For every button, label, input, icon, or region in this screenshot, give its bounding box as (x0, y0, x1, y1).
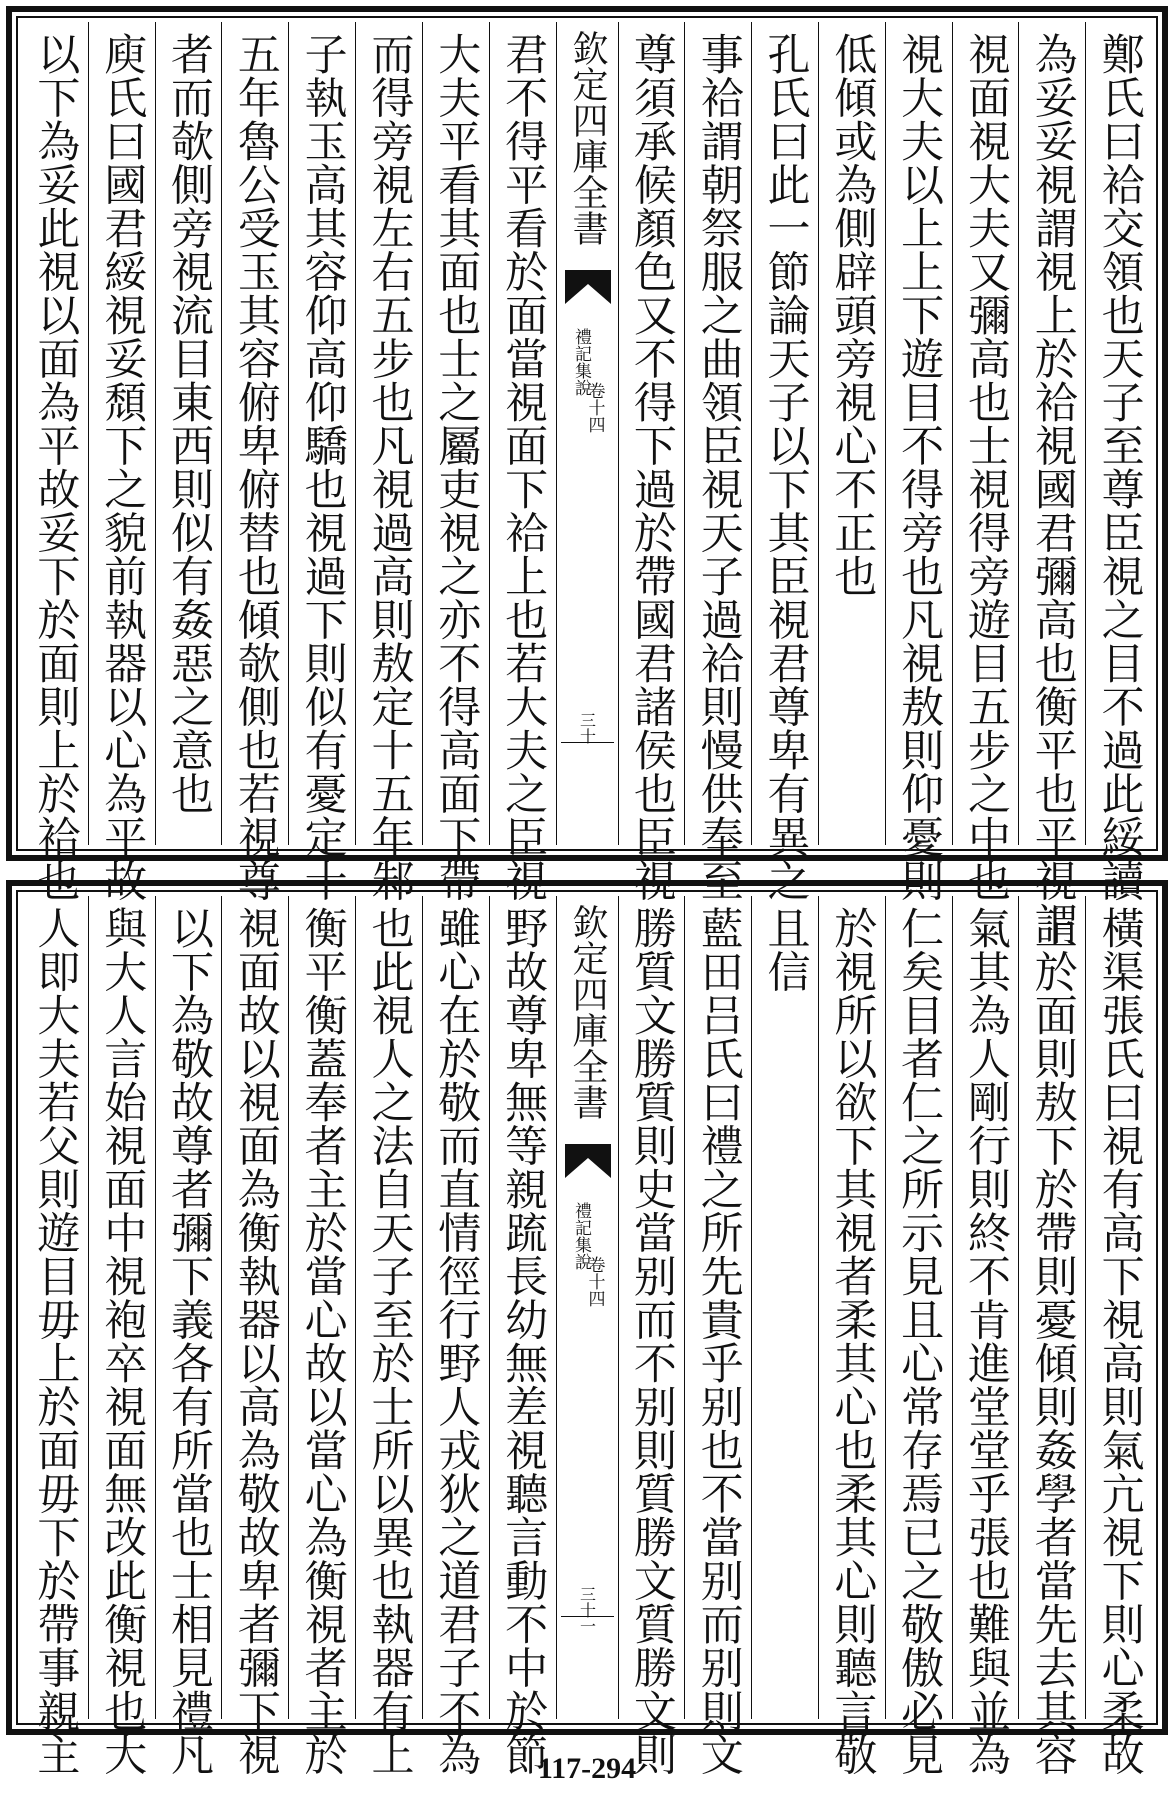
text-column: 野故尊卑無等親䟽長幼無差視聽言動不中於節 (489, 896, 556, 1719)
text-column: 勝質文勝質則史當别而不别則質勝文質勝文則 (618, 896, 685, 1719)
text-column: 五年魯公受玉其容俯卑俯替也傾欹側也若視尊 (221, 22, 288, 845)
divider (561, 742, 614, 743)
fishtail-mark-icon (565, 1144, 611, 1178)
text-column: 以下為妥此視以面為平故妥下於面則上於袷也 (30, 32, 81, 902)
collection-title: 欽定四庫全書 (567, 30, 608, 246)
text-column: 以下為敬故尊者彌下義各有所當也士相見禮凡 (155, 896, 222, 1719)
text-column: 且信 (751, 896, 818, 1719)
text-column: 視大夫以上上下遊目不得旁也凡視敖則仰憂則 (885, 22, 952, 845)
text-column: 視面故以視面為衡執器以高為敬故卑者彌下視 (221, 896, 288, 1719)
book-title: 禮記集說 (571, 328, 592, 396)
text-column: 衡平衡蓋奉者主於當心故以當心為衡視者主於 (288, 896, 355, 1719)
book-title: 禮記集說 (571, 1202, 592, 1270)
text-column: 與大人言始視面中視袍卒視面無改此衡視也大 (88, 896, 155, 1719)
text-column: 孔氏曰此一節論天子以下其臣視君尊卑有異之 (751, 22, 818, 845)
text-column: 橫渠張氏曰視有高下視高則氣亢視下則心柔故 (1085, 896, 1152, 1719)
text-column: 君不得平看於面當視面下袷上也若大夫之臣視 (489, 22, 556, 845)
text-column: 鄭氏曰袷交領也天子至尊臣視之目不過此綏讀 (1085, 22, 1152, 845)
fold-center-strip (556, 896, 618, 1719)
text-column: 庾氏曰國君綏視妥頹下之貌前執器以心為平故 (88, 22, 155, 845)
text-column: 仁矣目者仁之所示見且心常存焉已之敬傲必見 (885, 896, 952, 1719)
text-column: 事袷謂朝祭服之曲領臣視天子過袷則慢供奉至 (684, 22, 751, 845)
text-column: 也此視人之法自天子至於士所以異也執器有上 (355, 896, 422, 1719)
page-top (6, 6, 1168, 946)
text-column: 氣其為人剛行則終不肯進堂堂乎張也難與並為 (952, 896, 1019, 1719)
text-column: 大夫平看其面也士之屬吏視之亦不得高面下帶 (422, 22, 489, 845)
text-column: 於視所以欲下其視者柔其心也柔其心則聽言敬 (818, 896, 885, 1719)
collection-title: 欽定四庫全書 (567, 904, 608, 1120)
text-column: 雖心在於敬而直情徑行野人戎狄之道君子不為 (422, 896, 489, 1719)
text-column: 藍田吕氏曰禮之所先貴乎别也不當别而别則文 (684, 896, 751, 1719)
volume-label: 卷十四 (584, 382, 605, 433)
text-column: 人即大夫若父則遊目毋上於面毋下於帶事親主 (30, 906, 81, 1776)
divider (561, 1616, 614, 1617)
folio-number: 三十一 (577, 1586, 597, 1634)
text-column: 而得旁視左右五步也凡視過高則敖定十五年邾 (355, 22, 422, 845)
text-column: 視面視大夫又彌高也士視得旁遊目五步之中也 (952, 22, 1019, 845)
text-column: 低傾或為側辟頭旁視心不正也 (818, 22, 885, 845)
text-column: 者而欹側旁視流目東西則似有姦惡之意也 (155, 22, 222, 845)
folio-number: 三十 (577, 712, 597, 744)
fishtail-mark-icon (565, 270, 611, 304)
text-column: 為妥妥視謂視上於袷視國君彌高也衡平也平視謂 (1018, 22, 1085, 845)
text-column: 子執玉高其容仰高仰驕也視過下則似有憂定十 (288, 22, 355, 845)
text-column: 上於面則敖下於帶則憂傾則姦學者當先去其容 (1018, 896, 1085, 1719)
fold-center-strip (556, 22, 618, 845)
page-number: 117-294 (537, 1752, 637, 1785)
text-column: 尊須承候顏色又不得下過於帶國君諸侯也臣視 (618, 22, 685, 845)
volume-label: 卷十四 (584, 1256, 605, 1307)
text-columns-top (22, 22, 1152, 946)
